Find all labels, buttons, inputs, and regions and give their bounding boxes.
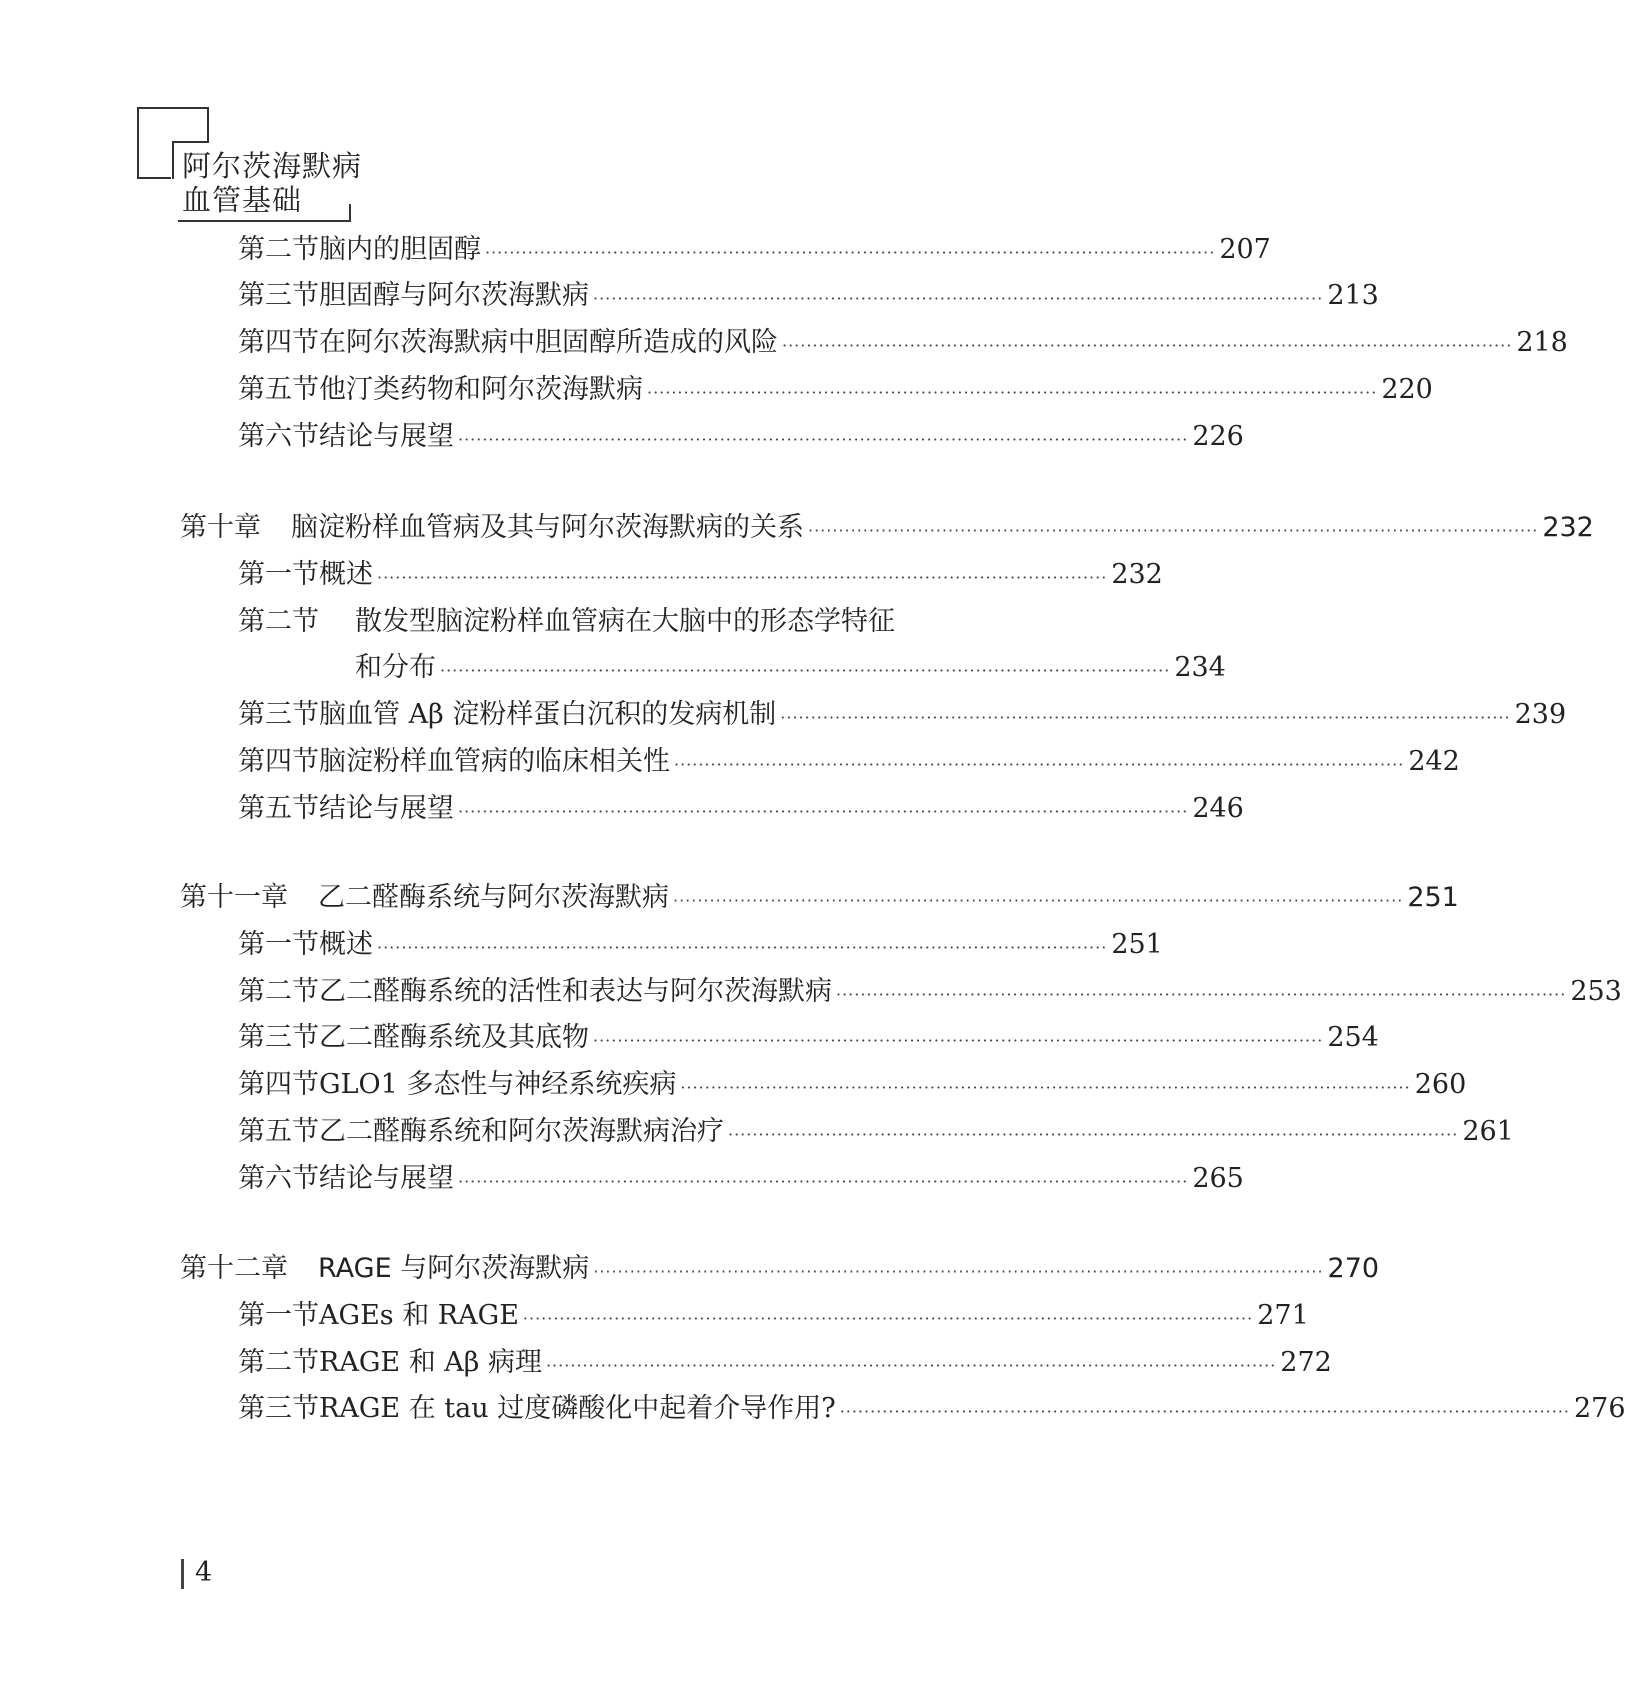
toc-title: 结论与展望 [319,1163,454,1194]
toc-page-number: 270 [1327,1253,1380,1284]
toc-leader-dots: ························································································································ [458,1172,1189,1191]
toc-page-number: 251 [1111,929,1163,960]
toc-page-number: 246 [1192,793,1244,824]
toc-title: 结论与展望 [319,793,454,824]
toc-page-number: 232 [1542,512,1594,543]
toc-page-number: 276 [1573,1393,1626,1424]
toc-leader-dots: ························································································································ [593,1031,1324,1050]
header-frame-bottom [137,177,171,179]
toc-title: RAGE 与阿尔茨海默病 [318,1253,590,1284]
toc-section-row [238,372,1433,411]
toc-label: 第十章 [180,512,261,543]
toc-page-number: 260 [1414,1069,1467,1100]
toc-title: 乙二醛酶系统与阿尔茨海默病 [318,882,669,913]
toc-page-number: 218 [1516,327,1568,358]
toc-chapter-row [180,880,1459,919]
toc-page-number: 242 [1408,746,1460,777]
toc-label: 第二节 [238,1347,319,1378]
toc-page-number: 239 [1514,699,1567,730]
header-title-line2: 血管基础 [182,183,303,217]
toc-label: 第一节 [238,929,319,960]
toc-title: 脑淀粉样血管病的临床相关性 [319,746,670,777]
toc-leader-dots: ························································································································ [780,708,1511,727]
toc-label: 第五节 [238,1116,319,1147]
page-number: 4 [195,1557,213,1588]
toc-title: 散发型脑淀粉样血管病在大脑中的形态学特征 [355,606,895,637]
toc-label: 第三节 [238,1393,319,1424]
header-underline [178,220,350,222]
toc-leader-dots: ························································································································ [728,1125,1459,1144]
toc-section-row [238,1020,1379,1059]
toc-page-number: 253 [1570,976,1622,1007]
toc-section-row [238,1345,1332,1384]
toc-title: 乙二醛酶系统及其底物 [319,1022,589,1053]
header-frame-corner-v [172,141,174,179]
toc-page-number: 226 [1192,421,1244,452]
toc-label: 第二节 [238,234,319,265]
toc-title: 概述 [319,929,373,960]
toc-title: 乙二醛酶系统的活性和表达与阿尔茨海默病 [319,976,832,1007]
toc-section-row [238,697,1567,736]
toc-page-number: 261 [1462,1116,1514,1147]
header-title-line1: 阿尔茨海默病 [182,149,363,183]
toc-section-row [355,650,1226,689]
toc-page-number: 271 [1257,1300,1309,1331]
toc-leader-dots: ························································································································ [440,661,1171,680]
toc-title: 结论与展望 [319,421,454,452]
toc-title: AGEs 和 RAGE [319,1300,519,1331]
toc-page-number: 232 [1111,559,1163,590]
toc-label: 第十二章 [180,1253,288,1284]
toc-section-row [238,1161,1244,1200]
header-frame-inner-vertical [207,107,209,143]
toc-section-row [238,1298,1309,1337]
toc-title: 他汀类药物和阿尔茨海默病 [319,374,643,405]
toc-label: 第四节 [238,1069,319,1100]
toc-leader-dots: ························································································································ [782,336,1513,355]
toc-page-number: 265 [1192,1163,1244,1194]
toc-leader-dots: ························································································································ [839,1402,1570,1421]
toc-label: 第六节 [238,421,319,452]
toc-title: 胆固醇与阿尔茨海默病 [319,280,589,311]
toc-label: 第五节 [238,793,319,824]
toc-title: RAGE 和 Aβ 病理 [319,1347,542,1378]
toc-leader-dots: ························································································································ [458,802,1189,821]
toc-section-row [238,278,1379,317]
toc-page-number: 207 [1219,234,1271,265]
toc-title: RAGE 在 tau 过度磷酸化中起着介导作用? [319,1393,836,1424]
toc-section-row [238,325,1568,364]
toc-chapter-row [180,510,1594,549]
toc-leader-dots: ························································································································ [808,521,1539,540]
toc-section-row [238,791,1244,830]
toc-chapter-row [180,1251,1380,1290]
toc-label: 第三节 [238,280,319,311]
toc-label: 第二节 [238,606,319,637]
toc-section-row [238,604,988,640]
toc-page-number: 272 [1280,1347,1332,1378]
toc-page-number: 234 [1174,652,1226,683]
toc-section-row [238,744,1460,783]
toc-label: 第十一章 [180,882,288,913]
toc-title: 脑淀粉样血管病及其与阿尔茨海默病的关系 [291,512,804,543]
toc-leader-dots: ························································································································ [485,243,1216,262]
toc-section-row [238,232,1271,271]
toc-section-row [238,974,1622,1013]
toc-title: 在阿尔茨海默病中胆固醇所造成的风险 [319,327,778,358]
toc-leader-dots: ························································································································ [593,289,1324,308]
toc-page-number: 213 [1327,280,1379,311]
page-number-bar [181,1559,184,1589]
toc-label: 第六节 [238,1163,319,1194]
toc-section-row [238,1067,1467,1106]
toc-title: 和分布 [355,652,436,683]
toc-title: 脑血管 Aβ 淀粉样蛋白沉积的发病机制 [319,699,777,730]
toc-leader-dots: ························································································································ [593,1262,1324,1281]
header-underline-tick [349,204,351,222]
header-frame-top [137,107,209,109]
header-frame-left [137,107,139,179]
toc-page-number: 251 [1407,882,1459,913]
toc-label: 第四节 [238,746,319,777]
toc-label: 第一节 [238,559,319,590]
toc-section-row [238,557,1163,596]
toc-section-row [238,1114,1514,1153]
toc-title: 乙二醛酶系统和阿尔茨海默病治疗 [319,1116,724,1147]
toc-title: 概述 [319,559,373,590]
toc-leader-dots: ························································································································ [458,430,1189,449]
toc-leader-dots: ························································································································ [680,1078,1411,1097]
toc-leader-dots: ························································································································ [836,985,1567,1004]
header-frame-corner-h [172,141,209,143]
toc-leader-dots: ························································································································ [647,383,1378,402]
toc-title: 脑内的胆固醇 [319,234,481,265]
toc-label: 第二节 [238,976,319,1007]
toc-title: GLO1 多态性与神经系统疾病 [319,1069,677,1100]
toc-page-number: 254 [1327,1022,1379,1053]
toc-section-row [238,1391,1626,1430]
toc-leader-dots: ························································································································ [673,891,1404,910]
toc-label: 第三节 [238,1022,319,1053]
toc-label: 第五节 [238,374,319,405]
toc-leader-dots: ························································································································ [674,755,1405,774]
toc-leader-dots: ························································································································ [545,1356,1277,1375]
toc-label: 第四节 [238,327,319,358]
toc-section-row [238,927,1163,966]
toc-leader-dots: ························································································································ [522,1309,1254,1328]
toc-label: 第三节 [238,699,319,730]
toc-leader-dots: ························································································································ [377,938,1108,957]
toc-page-number: 220 [1381,374,1433,405]
toc-section-row [238,419,1244,458]
toc-leader-dots: ························································································································ [377,568,1108,587]
toc-label: 第一节 [238,1300,319,1331]
